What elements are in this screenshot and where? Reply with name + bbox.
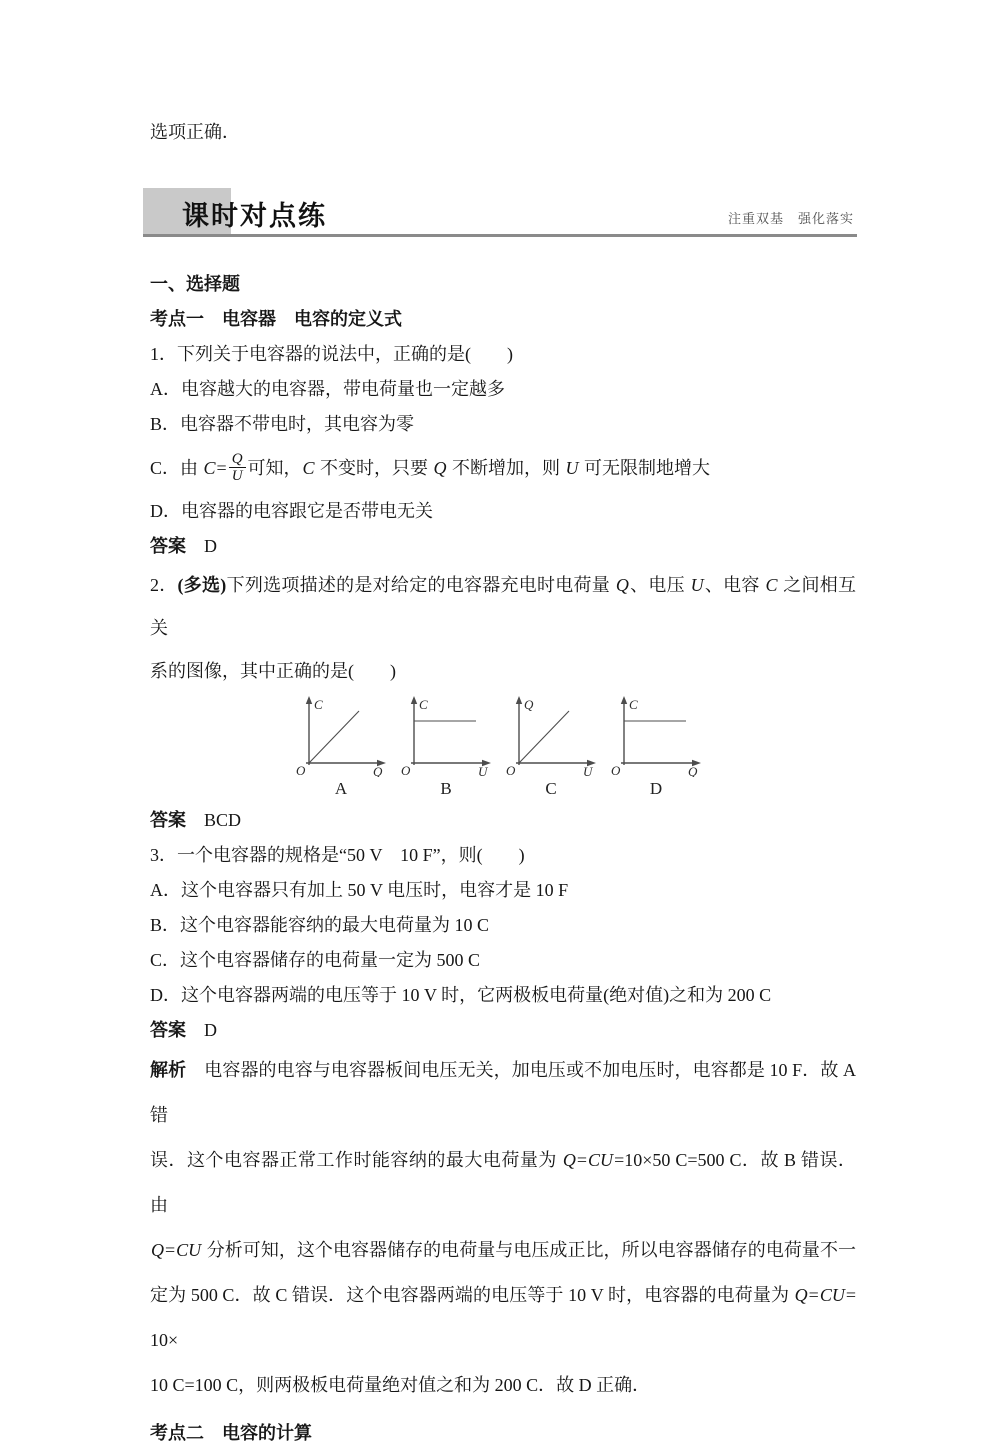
text-run: = bbox=[216, 458, 227, 478]
text-run: U bbox=[690, 575, 704, 595]
x-axis-label: Q bbox=[688, 764, 698, 777]
text-run: C bbox=[302, 458, 315, 478]
graph-b-letter: B bbox=[440, 779, 452, 798]
text-run: U bbox=[565, 458, 579, 478]
explanation-line-5 bbox=[150, 1318, 856, 1363]
text-run: = bbox=[165, 1240, 176, 1260]
section-heading: 一、选择题 bbox=[150, 274, 240, 294]
text-run: 不断增加，则 bbox=[447, 458, 565, 478]
question-3-answer bbox=[150, 1013, 856, 1048]
fraction: $\frac{Q}{U}$ bbox=[229, 451, 246, 486]
question-2-stem-line-1 bbox=[150, 564, 856, 650]
explanation-line-2 bbox=[150, 1138, 856, 1228]
y-axis-label: C bbox=[419, 697, 428, 712]
text-run: CU bbox=[819, 1285, 845, 1305]
text-run: = bbox=[845, 1285, 856, 1305]
text-run: 10 C=100 C，则两极板电荷量绝对值之和为 200 C．故 D 正确． bbox=[150, 1375, 651, 1395]
text-run: Q bbox=[433, 458, 447, 478]
graph-a-plot bbox=[293, 693, 389, 777]
banner-title: 课时对点练 bbox=[182, 201, 327, 231]
text-run: Q bbox=[562, 1150, 576, 1170]
y-axis-label: C bbox=[314, 697, 323, 712]
text-run: 答案 bbox=[150, 810, 186, 830]
x-axis-label: Q bbox=[373, 764, 383, 777]
graph-c-letter: C bbox=[545, 779, 557, 798]
question-1-option-c bbox=[150, 442, 856, 494]
question-2-stem-line-2: 系的图像，其中正确的是( ) bbox=[150, 661, 396, 681]
text-run: 、电压 bbox=[629, 575, 690, 595]
text-run: 定为 500 C．故 C 错误．这个电容器两端的电压等于 10 V 时，电容器的电荷量为 bbox=[150, 1285, 794, 1305]
graph-option-c bbox=[503, 693, 599, 803]
text-run: C bbox=[203, 458, 216, 478]
graph-option-d bbox=[608, 693, 704, 803]
graph-c-curve bbox=[519, 711, 569, 763]
question-1-answer bbox=[150, 529, 856, 564]
y-axis-arrow bbox=[621, 696, 627, 704]
text-run: 可无限制地增大 bbox=[579, 458, 711, 478]
graph-option-a bbox=[293, 693, 389, 803]
text-run: Q bbox=[151, 1240, 164, 1260]
text-run: 答案 bbox=[150, 1020, 186, 1040]
graph-d-letter: D bbox=[649, 779, 663, 798]
banner-subtitle: 注重双基 强化落实 bbox=[727, 211, 854, 226]
text-run: Q bbox=[794, 1285, 808, 1305]
origin-label: O bbox=[506, 763, 516, 777]
question-3-stem: 3．一个电容器的规格是“50 V 10 F”，则( ) bbox=[150, 845, 525, 865]
text-run: D bbox=[186, 536, 217, 556]
text-run: = bbox=[576, 1150, 588, 1170]
text-run: 误．这个电容器正常工作时能容纳的最大电荷量为 bbox=[150, 1150, 562, 1170]
text-run: 分析可知，这个电容器储存的电荷量与电压成正比，所以电容器储存的电荷量不一 bbox=[202, 1240, 856, 1260]
text-run: = bbox=[808, 1285, 819, 1305]
question-1-option-b: B．电容器不带电时，其电容为零 bbox=[150, 414, 415, 434]
carryover-text: 选项正确． bbox=[150, 122, 240, 142]
origin-label: O bbox=[296, 763, 306, 777]
origin-label: O bbox=[611, 763, 621, 777]
graph-b-plot bbox=[398, 693, 494, 777]
text-run: BCD bbox=[186, 810, 242, 830]
graph-d-plot bbox=[608, 693, 704, 777]
text-run: 解析 bbox=[150, 1060, 187, 1080]
graph-a-curve bbox=[309, 711, 359, 763]
explanation-line-6 bbox=[150, 1363, 856, 1408]
y-axis-arrow bbox=[306, 696, 312, 704]
explanation-line-1 bbox=[150, 1048, 856, 1138]
text-run: 10× bbox=[150, 1330, 179, 1350]
text-run: 电容器的电容与电容器板间电压无关，加电压或不加电压时，电容都是 10 F．故 A 错 bbox=[150, 1060, 857, 1125]
explanation-line-4 bbox=[150, 1273, 856, 1318]
text-run: 2． bbox=[150, 575, 178, 595]
text-run: Q bbox=[615, 575, 629, 595]
question-1-option-d: D．电容器的电容跟它是否带电无关 bbox=[150, 501, 433, 521]
text-run: 、电容 bbox=[704, 575, 765, 595]
text-run: C．由 bbox=[150, 458, 203, 478]
question-2-answer bbox=[150, 803, 856, 838]
question-3-option-a: A．这个电容器只有加上 50 V 电压时，电容才是 10 F bbox=[150, 880, 569, 900]
text-run: D bbox=[186, 1020, 217, 1040]
section-banner bbox=[143, 188, 857, 237]
page-content bbox=[150, 0, 856, 1451]
text-run: (多选) bbox=[177, 575, 227, 595]
topic-2-heading: 考点二 电容的计算 bbox=[150, 1423, 312, 1443]
text-run: CU bbox=[588, 1150, 614, 1170]
x-axis-label: U bbox=[478, 764, 488, 777]
x-axis-label: U bbox=[583, 764, 593, 777]
text-run: CU bbox=[176, 1240, 202, 1260]
question-3-option-b: B．这个电容器能容纳的最大电荷量为 10 C bbox=[150, 915, 490, 935]
question-3-option-d: D．这个电容器两端的电压等于 10 V 时，它两极板电荷量(绝对值)之和为 200 C bbox=[150, 985, 772, 1005]
y-axis-label: Q bbox=[524, 697, 534, 712]
text-run: 答案 bbox=[150, 536, 186, 556]
question-1-stem: 1．下列关于电容器的说法中，正确的是( ) bbox=[150, 344, 513, 364]
question-2-graphs bbox=[293, 693, 856, 803]
text-run: 可知， bbox=[247, 458, 302, 478]
topic-1-heading: 考点一 电容器 电容的定义式 bbox=[150, 309, 402, 329]
y-axis-arrow bbox=[411, 696, 417, 704]
origin-label: O bbox=[401, 763, 411, 777]
question-1-option-a: A．电容越大的电容器，带电荷量也一定越多 bbox=[150, 379, 505, 399]
y-axis-arrow bbox=[516, 696, 522, 704]
question-3-option-c: C．这个电容器储存的电荷量一定为 500 C bbox=[150, 950, 481, 970]
y-axis-label: C bbox=[629, 697, 638, 712]
graph-c-plot bbox=[503, 693, 599, 777]
text-run: =10×50 C=500 C．故 B 错误．由 bbox=[150, 1150, 856, 1215]
graph-option-b bbox=[398, 693, 494, 803]
graph-a-letter: A bbox=[334, 779, 348, 798]
text-run: 下列选项描述的是对给定的电容器充电时电荷量 bbox=[226, 575, 615, 595]
text-run: C bbox=[765, 575, 778, 595]
explanation-line-3 bbox=[150, 1228, 856, 1273]
text-run: 不变时，只要 bbox=[315, 458, 433, 478]
text-run: 之间相互关 bbox=[150, 575, 857, 638]
